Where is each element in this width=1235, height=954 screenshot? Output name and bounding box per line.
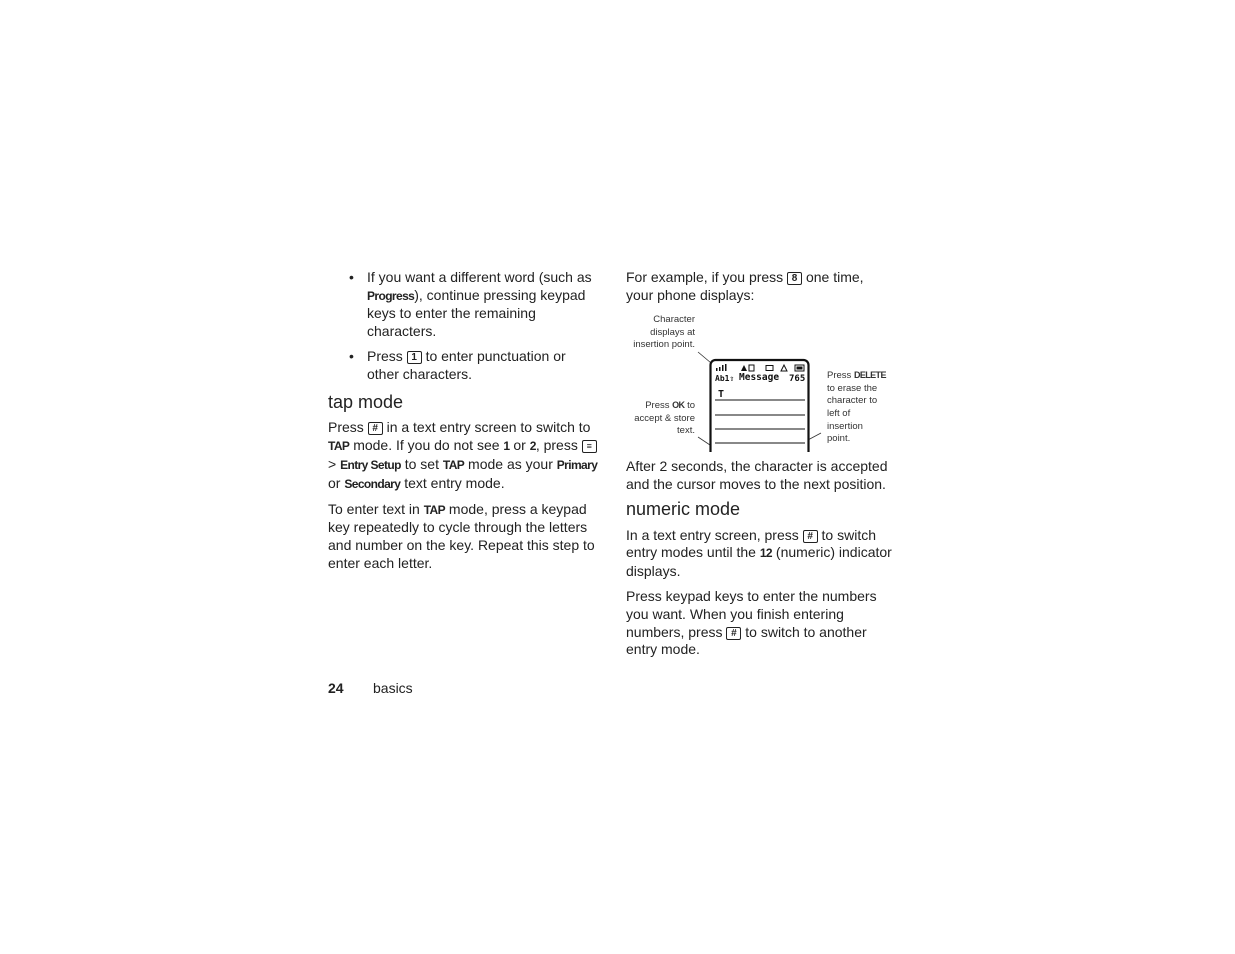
numeric-paragraph-2: Press keypad keys to enter the numbers you want. When you finish entering numbers, press # to switch to another entry mode.	[626, 588, 877, 658]
numeric-paragraph-1: In a text entry screen, press # to switch entry modes until the 12 (numeric) indicator displays.	[626, 526, 892, 579]
right-column	[626, 269, 892, 666]
key-hash-icon: #	[803, 530, 818, 543]
tap-mode-paragraph-2: To enter text in TAP mode, press a keypad key repeatedly to cycle through the letters and number on the key. Repeat this step to enter each letter.	[328, 500, 595, 571]
bullet-list	[328, 269, 600, 384]
section-name: basics	[373, 680, 413, 696]
menu-key-icon: ≡	[582, 440, 597, 453]
page-number: 24	[328, 680, 344, 696]
key-1-icon: 1	[407, 351, 422, 364]
left-column	[328, 269, 600, 580]
example-term: Progress	[367, 288, 415, 303]
callout-delete: Press DELETE to erase the character to left of insertion point.	[827, 369, 886, 445]
tap-mode-heading: tap mode	[328, 391, 404, 412]
example-intro: For example, if you press 8 one time, your phone displays:	[626, 269, 864, 303]
list-item: • Press 1 to enter punctuation or other characters.	[349, 348, 566, 383]
phone-screen-illustration	[626, 312, 892, 452]
phone-display-figure	[626, 312, 892, 452]
after-figure-text: After 2 seconds, the character is accepted and the cursor moves to the next position.	[626, 457, 888, 492]
bullet-icon: •	[349, 348, 354, 365]
tap-mode-paragraph-1: Press # in a text entry screen to switch to TAP mode. If you do not see 1 or 2, press ≡ > Entry Setup to set TAP mode as your Primary or Secondary text entry mode.	[328, 419, 598, 491]
callout-ok: Press OK to accept & store text.	[634, 399, 695, 437]
indicator-1: 1	[503, 439, 510, 454]
list-item: • If you want a different word (such as Progress), continue pressing keypad keys to enter the remaining characters.	[349, 269, 592, 340]
entry-mode-indicator: Ab1⇧	[715, 373, 735, 383]
numeric-indicator: 12	[759, 546, 773, 561]
bullet-icon: •	[349, 269, 354, 285]
character-counter: 765	[789, 373, 806, 384]
indicator-2: 2	[529, 439, 536, 454]
screen-title: Message	[739, 371, 780, 383]
key-hash-icon: #	[726, 627, 741, 640]
entered-character: T	[718, 388, 725, 400]
numeric-mode-heading: numeric mode	[626, 498, 741, 519]
key-hash-icon: #	[368, 422, 383, 435]
callout-insertion-point: Character displays at insertion point.	[633, 313, 695, 351]
key-8-icon: 8	[787, 272, 802, 285]
